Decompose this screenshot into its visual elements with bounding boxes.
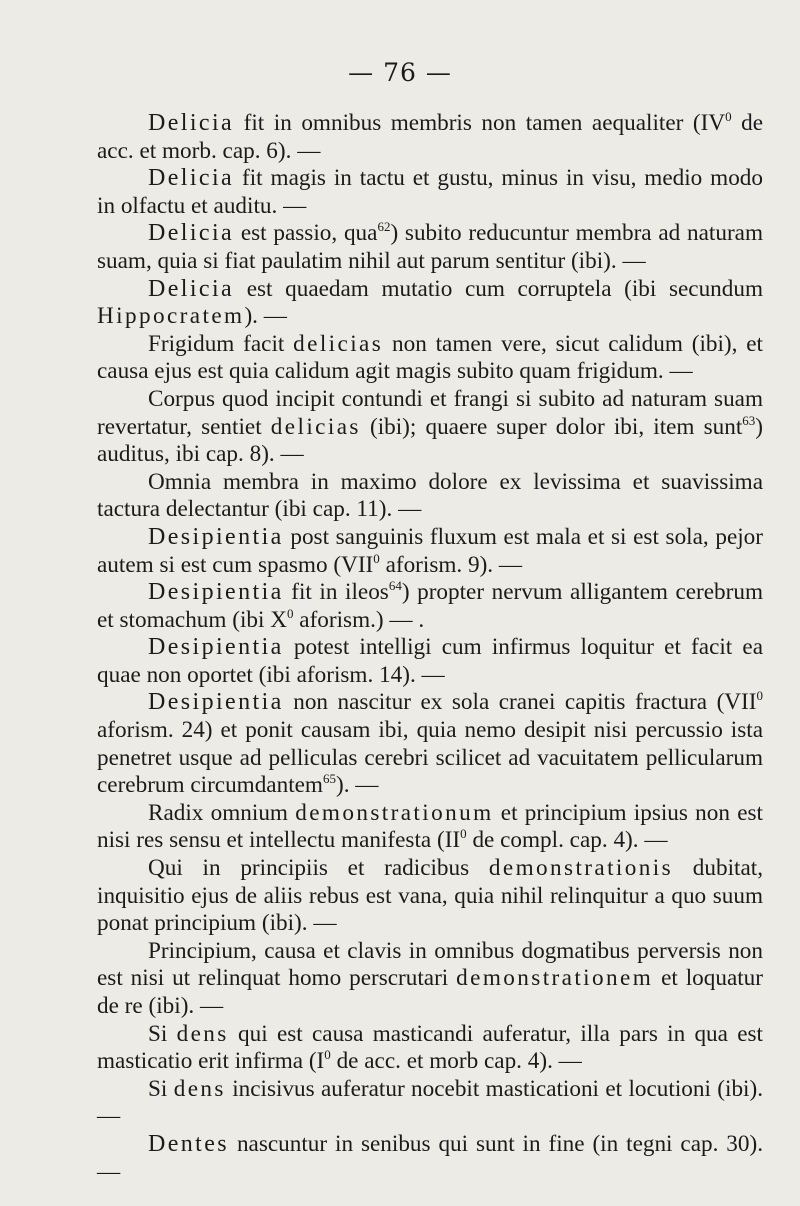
entry-desipientia-2: Desipientia fit in ileos$^{64}$) propter nervum alligantem cerebrum et stomachum (ibi $X^0$ aforism.) — . <box>97 578 763 633</box>
headword: Delicia <box>148 220 235 247</box>
spaced-term: demonstrationis <box>488 855 674 882</box>
entry-frigidum: Frigidum facit delicias non tamen vere, sicut calidum (ibi), et causa ejus est quia calidum agit magis subito quam frigidum. — <box>97 330 763 385</box>
superscript: 0 <box>324 1047 331 1063</box>
headword: Delicia <box>148 275 235 302</box>
footnote-ref: 63 <box>742 412 756 428</box>
footnote-ref: 62 <box>377 219 391 235</box>
page-number: — 76 — <box>348 58 452 87</box>
headword: Delicia <box>148 110 235 136</box>
headword: Desipientia <box>148 579 284 606</box>
entry-principium: Principium, causa et clavis in omnibus dogmatibus perversis non est nisi ut relinquat homo perscrutari demonstrationem et loquatur de re (ibi). — <box>97 937 763 1019</box>
spaced-term: demonstrationem <box>456 965 654 992</box>
headword: Desipientia <box>148 689 284 716</box>
superscript: 0 <box>373 550 380 566</box>
entry-delicia-4: Delicia est quaedam mutatio cum corruptela (ibi secundum Hippocratem). — <box>97 275 763 330</box>
headword: Desipientia <box>148 523 284 550</box>
footnote-ref: 65 <box>322 771 336 787</box>
headword: Delicia <box>148 165 235 192</box>
superscript: 0 <box>286 605 294 621</box>
entry-delicia-2: Delicia fit magis in tactu et gustu, minus in visu, medio modo in olfactu et auditu. — <box>97 165 763 219</box>
entry-si-dens-2: Si dens incisivus auferatur nocebit masticationi et locutioni (ibi). — <box>97 1075 763 1130</box>
spaced-term: delicias <box>293 330 384 357</box>
superscript: 0 <box>725 109 732 124</box>
superscript: 0 <box>756 688 763 704</box>
spaced-term: demonstrationum <box>295 799 494 826</box>
entry-desipientia-3: Desipientia potest intelligi cum infirmus loquitur et facit ea quae non oportet (ibi aforism. 14). — <box>97 634 763 688</box>
entry-delicia-3: Delicia est passio, qua$^{62}$) subito reducuntur membra ad naturam suam, quia si fiat paulatim nihil aut parum sentitur (ibi). — <box>97 219 763 274</box>
page-text <box>97 110 763 1186</box>
headword: Dentes <box>148 1130 230 1157</box>
entry-dentes: Dentes nascuntur in senibus qui sunt in fine (in tegni cap. 30). — <box>97 1130 763 1185</box>
spaced-term: dens <box>176 1020 229 1047</box>
superscript: 0 <box>460 826 467 842</box>
spaced-name: Hippocratem <box>97 303 245 330</box>
entry-desipientia-4: Desipientia non nascitur ex sola cranei capitis fractura (VII$^0$ aforism. 24) et ponit causam ibi, quia nemo desipit nisi percussio ista penetret usque ad pelliculas cerebri scilicet ad vacuitatem pellicularum cerebrum circumdantem$^{65}$). — <box>97 688 763 799</box>
footnote-ref: 64 <box>388 578 402 594</box>
entry-radix: Radix omnium demonstrationum et principium ipsius non est nisi res sensu et intellectu manifesta ($II^0$ de compl. cap. 4). — <box>97 799 763 854</box>
headword: Desipientia <box>148 634 284 661</box>
entry-desipientia-1: Desipientia post sanguinis fluxum est mala et si est sola, pejor autem si est cum spasmo (VII$^0$ aforism. 9). — <box>97 523 763 578</box>
entry-qui-in-principiis: Qui in principiis et radicibus demonstrationis dubitat, inquisitio ejus de aliis rebus est vana, quia nihil relinquitur a quo suum ponat principium (ibi). — <box>97 855 763 937</box>
entry-omnia-membra: Omnia membra in maximo dolore ex levissima et suavissima tactura delectantur (ibi cap. 11). — <box>97 468 763 523</box>
spaced-term: dens <box>173 1075 226 1102</box>
spaced-term: delicias <box>270 413 361 440</box>
entry-si-dens-1: Si dens qui est causa masticandi auferatur, illa pars in qua est masticatio erit infirma ($I^0$ de acc. et morb cap. 4). — <box>97 1020 763 1075</box>
entry-delicia-1: Delicia fit in omnibus membris non tamen aequaliter ($IV^0$ de acc. et morb. cap. 6). — <box>97 109 763 164</box>
entry-corpus: Corpus quod incipit contundi et frangi si subito ad naturam suam revertatur, sentiet delicias (ibi); quaere super dolor ibi, item sunt$^{63}$) auditus, ibi cap. 8). — <box>97 385 763 468</box>
